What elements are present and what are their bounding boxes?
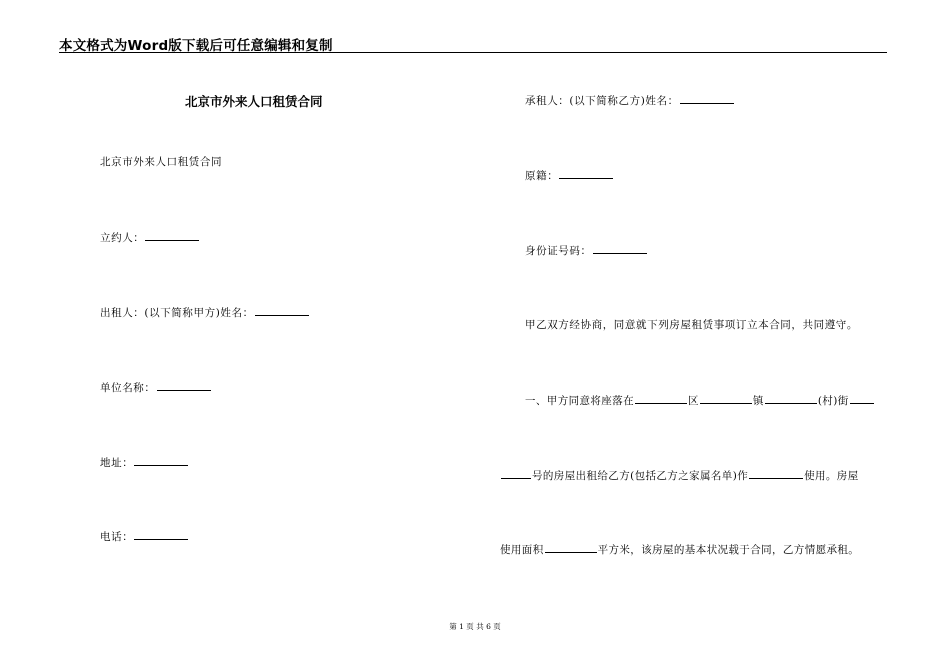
id-blank[interactable]	[593, 242, 647, 254]
id-row	[525, 242, 648, 258]
lessee-label: 承租人：(以下简称乙方)姓名：	[525, 95, 679, 107]
page-title: 北京市外来人口租赁合同	[185, 94, 323, 109]
use-blank[interactable]	[749, 467, 803, 479]
lessor-name-blank[interactable]	[255, 304, 309, 316]
clause1-line2	[500, 467, 859, 483]
area-blank[interactable]	[545, 541, 597, 553]
street-blank[interactable]	[850, 392, 874, 404]
phone-label: 电话：	[100, 531, 134, 543]
district-label: 区	[688, 395, 699, 407]
house-number-blank[interactable]	[501, 467, 531, 479]
address-label: 地址：	[100, 457, 134, 469]
download-banner: 本文格式为Word版下载后可任意编辑和复制	[59, 38, 333, 54]
phone-row	[100, 528, 189, 544]
town-label: 镇	[752, 395, 764, 407]
id-label: 身份证号码：	[525, 245, 592, 257]
unit-name-blank[interactable]	[157, 379, 211, 391]
lessee-name-blank[interactable]	[680, 92, 734, 104]
lessor-label: 出租人：(以下简称甲方)姓名：	[100, 307, 254, 319]
house-number-text: 号的房屋出租给乙方(包括乙方之家属名单)作	[532, 470, 749, 482]
clause1-line1	[525, 392, 875, 408]
origin-label: 原籍：	[525, 170, 559, 182]
contractor-row	[100, 229, 200, 245]
district-blank[interactable]	[700, 392, 752, 404]
village-street-label: (村)街	[817, 395, 849, 407]
lessor-row	[100, 304, 310, 320]
location-blank-1[interactable]	[635, 392, 687, 404]
town-blank[interactable]	[765, 392, 817, 404]
phone-blank[interactable]	[134, 528, 188, 540]
address-blank[interactable]	[134, 454, 188, 466]
unit-row	[100, 379, 212, 395]
unit-label: 单位名称：	[100, 382, 156, 394]
contractor-blank[interactable]	[145, 229, 199, 241]
page-number: 第 1 页 共 6 页	[449, 622, 501, 631]
contract-subtitle: 北京市外来人口租赁合同	[100, 156, 223, 168]
header-divider	[59, 52, 887, 53]
area-suffix: 平方米，该房屋的基本状况载于合同，乙方情愿承租。	[597, 544, 860, 556]
contractor-label: 立约人：	[100, 232, 145, 244]
clause1-prefix: 一、甲方同意将座落在	[525, 395, 634, 407]
origin-row	[525, 167, 614, 183]
lessee-row	[525, 92, 735, 108]
clause1-line3	[500, 541, 859, 557]
origin-blank[interactable]	[559, 167, 613, 179]
use-suffix: 使用。房屋	[804, 470, 859, 482]
address-row	[100, 454, 189, 470]
agreement-paragraph: 甲乙双方经协商，同意就下列房屋租赁事项订立本合同，共同遵守。	[525, 319, 858, 331]
area-prefix: 使用面积	[500, 544, 544, 556]
